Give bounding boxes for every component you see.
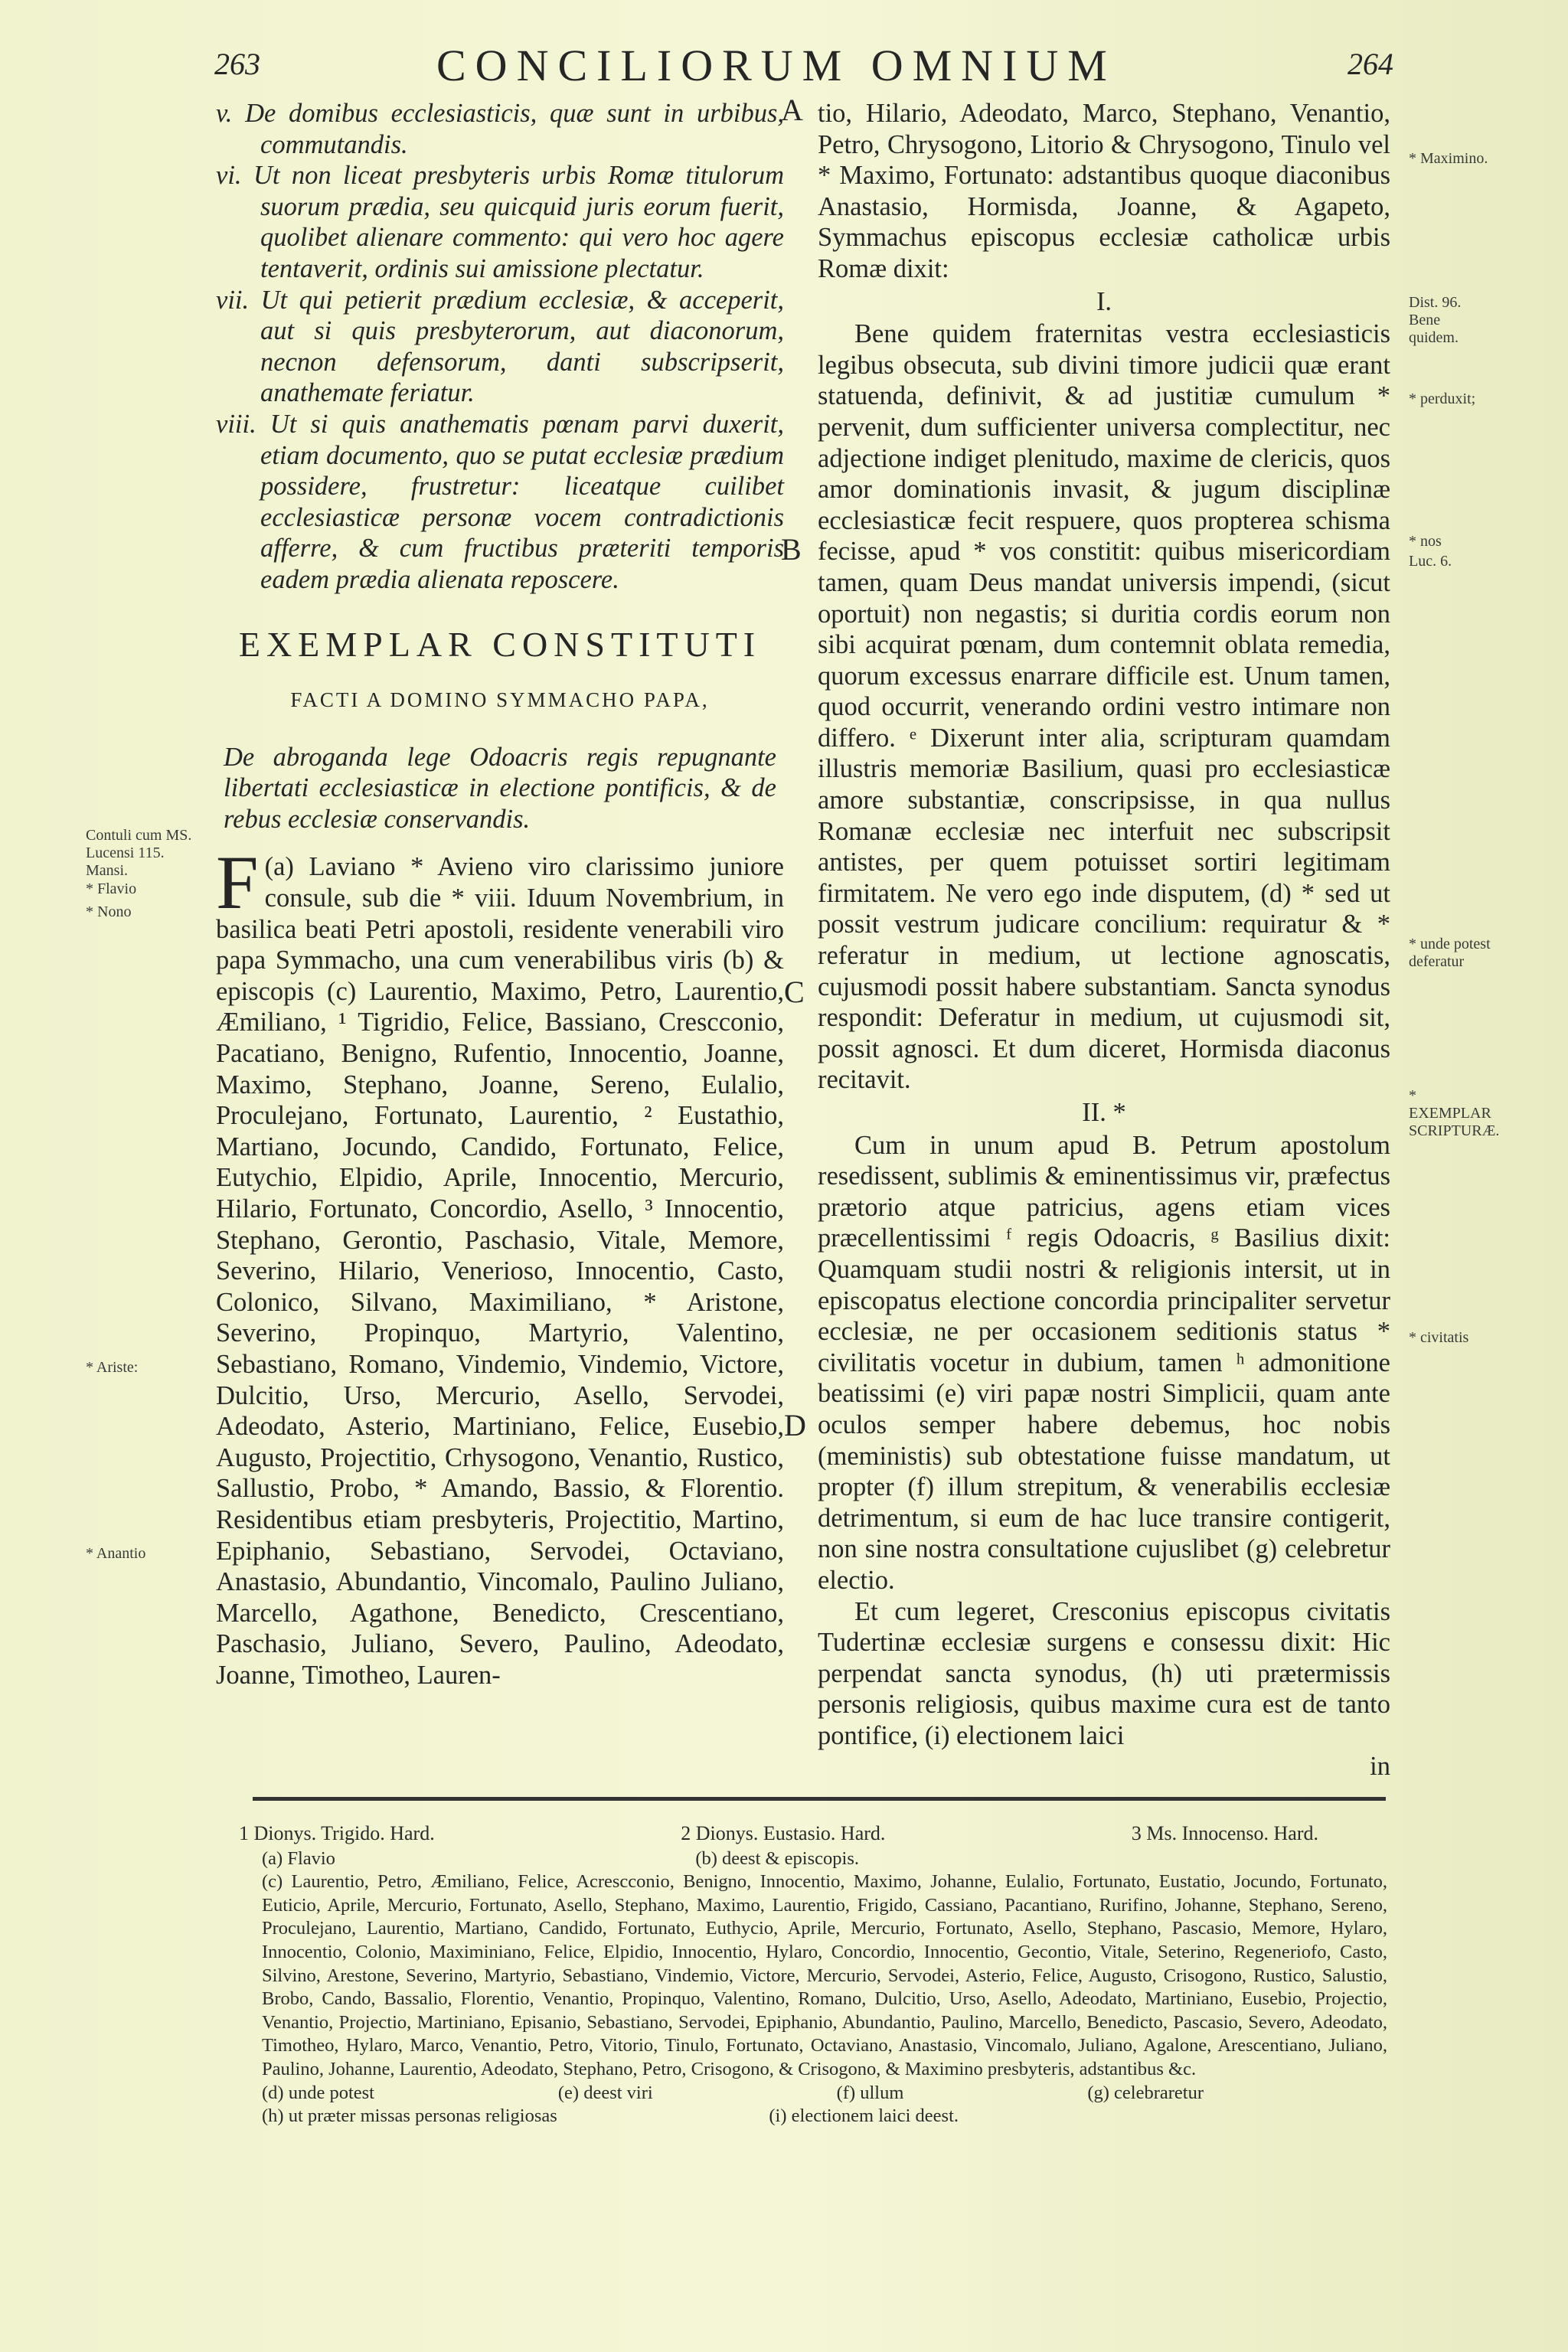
margin-note-flavio: * Flavio (86, 880, 137, 897)
margin-note-unde-potest: * unde potest deferatur (1409, 936, 1491, 970)
page-number-right: 264 (1348, 47, 1393, 81)
right-column (818, 98, 1390, 1782)
page-number-left: 263 (214, 47, 260, 81)
section-title: EXEMPLAR CONSTITUTI (238, 624, 762, 664)
section-subtitle: FACTI A DOMINO SYMMACHO PAPA, (290, 688, 710, 712)
canon-item: viii. Ut si quis anathematis pœnam parvi duxerit, etiam documento, quo se putat ecclesiæ prædium possidere, frustretur: liceatque cuilibet ecclesiasticæ personæ vocem contradictionis afferre, & cum fructibus præteriti temporis eadem prædia alienata reposcere. (216, 409, 784, 594)
footnote-i: (i) electionem laici deest. (769, 2105, 959, 2127)
canon-item: v. De domibus ecclesiasticis, quæ sunt in urbibus, commutandis. (216, 99, 784, 159)
section-3-text: Et cum legeret, Cresconius episcopus civitatis Tudertinæ ecclesiæ surgens e consessu dixit: Hic perpendat sancta synodus, (h) uti prætermissis personis religiosis, quibus maxime cura est de tanto pontifice, (i) electionem laici (818, 1596, 1390, 1750)
footnote-3: 3 Ms. Innocenso. Hard. (1131, 1822, 1318, 1844)
column-letter-a: A (781, 93, 803, 127)
footnote-b: (b) deest & episcopis. (695, 1847, 859, 1869)
canon-item: vii. Ut qui petierit prædium ecclesiæ, & acceperit, aut si quis presbyterorum, aut diaconorum, necnon defensorum, danti subscripserit, anathemate feriatur. (216, 285, 784, 408)
column-letter-c: C (784, 975, 805, 1009)
section-1-text: Bene quidem fraternitas vestra ecclesiasticis legibus obsecuta, sub divini timore judicii quæ erant statuenda, definivit, & ad justitiæ cumulum * pervenit, dum sufficienter universa complectitur, nec adjectione indiget plenitudo, maxime de clericis, quos amor dominationis invasit, & jugum disciplinæ ecclesiasticæ fecit respuere, quos propterea schisma fecisse, apud * vos constitit: quibus misericordiam tamen, quam Deus mandat universis impendi, (sicut oportuit) non negastis; si duritia cordis eorum non sibi acquirat pœnam, dum contemnit oblata remedia, quorum excessus enarrare difficile est. Unum tamen, quod occurrit, venerando ordini vestro intimare non differo. ᵉ Dixerunt inter alia, scripturam quamdam illustris memoriæ Basilium, quasi pro ecclesiasticæ amore substantiæ, conscripsisse, in qua nullus Romanæ ecclesiæ nec interfuit nec subscripsit antistes, per quem potuisset sortiri legitimam firmitatem. Ne vero ego inde disputem, (d) * sed ut possit vestrum judicare concilium: requiratur & * referatur in medium, ut lectione agnoscatis, cujusmodi possit habere substantiam. Sancta synodus respondit: Deferatur in medium, ut cujusmodi sit, possit agnosci. Et dum diceret, Hormisda diaconus recitavit. (818, 319, 1390, 1095)
footnote-h: (h) ut præter missas personas religiosas (262, 2105, 557, 2127)
main-text: (a) Laviano * Avieno viro clarissimo juniore consule, sub die * viii. Iduum Novembrium, in basilica beati Petri apostoli, residente venerabili viro papa Symmacho, una cum venerabilibus viris (b) & episcopis (c) Laurentio, Maximo, Petro, Laurentio, Æmiliano, ¹ Tigridio, Felice, Bassiano, Crescconio, Pacatiano, Benigno, Rufentio, Innocentio, Joanne, Maximo, Stephano, Joanne, Sereno, Eulalio, Proculejano, Fortunato, Laurentio, ² Eustathio, Martiano, Jocundo, Candido, Fortunato, Felice, Eutychio, Elpidio, Aprile, Innocentio, Mercurio, Hilario, Fortunato, Concordio, Asello, ³ Innocentio, Stephano, Gerontio, Paschasio, Vitale, Memore, Severino, Hilario, Venerioso, Innocentio, Casto, Colonico, Silvano, Maximiliano, * Aristone, Severino, Propinquo, Martyrio, Valentino, Sebastiano, Romano, Vindemio, Vindemio, Victore, Dulcitio, Urso, Mercurio, Asello, Servodei, Adeodato, Asterio, Martiniano, Felice, Eusebio, Augusto, Projectitio, Crhysogono, Venantio, Rustico, Sallustio, Probo, * Amando, Bassio, & Florentio. Residentibus etiam presbyteris, Projectitio, Martino, Epiphanio, Sebastiano, Servodei, Octaviano, Anastasio, Abundantio, Vincomalo, Paulino Juliano, Marcello, Agathone, Benedicto, Crescentiano, Paschasio, Juliano, Severo, Paulino, Adeodato, Joanne, Timotheo, Lauren- (216, 852, 784, 1690)
canon-item: vi. Ut non liceat presbyteris urbis Romæ titulorum suorum prædia, seu quicquid juris eorum fuerit, quolibet alienare commento: qui vero hoc agere tentaverit, ordinis sui amissione plectatur. (216, 161, 784, 283)
margin-note-collation: Contuli cum MS. Lucensi 115. Mansi. (86, 827, 192, 879)
footnote-e: (e) deest viri (557, 2082, 653, 2103)
drop-cap: F (216, 840, 259, 926)
running-title: CONCILIORUM OMNIUM (436, 41, 1116, 90)
catchword: in (1370, 1752, 1390, 1782)
margin-note-exemplar: * EXEMPLAR SCRIPTURÆ. (1409, 1087, 1500, 1139)
column-letter-d: D (784, 1408, 806, 1442)
opening-paragraph: tio, Hilario, Adeodato, Marco, Stephano, Venantio, Petro, Chrysogono, Litorio & Chrysogono, Tinulo vel * Maximo, Fortunato: adstantibus quoque diaconibus Anastasio, Hormisda, Joanne, & Agapeto, Symmachus episcopus ecclesiæ catholicæ urbis Romæ dixit: (818, 99, 1390, 283)
column-letter-b: B (781, 532, 802, 567)
footnote-a: (a) Flavio (262, 1847, 335, 1869)
section-numeral-2: II. * (1082, 1098, 1126, 1127)
section-summary: De abroganda lege Odoacris regis repugnante libertati ecclesiasticæ in electione pontificis, & de rebus ecclesiæ conservandis. (224, 742, 776, 834)
margin-note-maximino: * Maximino. (1409, 150, 1488, 167)
footnote-g: (g) celebraretur (1087, 2082, 1204, 2103)
footnote-1: 1 Dionys. Trigido. Hard. (239, 1822, 435, 1844)
section-2-text: Cum in unum apud B. Petrum apostolum resedissent, sublimis & eminentissimus vir, præfectus prætorio atque patricius, agens etiam vices præcellentissimi ᶠ regis Odoacris, ᵍ Basilius dixit: Quamquam studii nostri & religionis intersit, ut in episcopatus electione concordia principaliter servetur ecclesiæ, ne per occasionem seditionis status * civilitatis vocetur in dubium, tamen ʰ admonitione beatissimi (e) viri papæ nostri Simplicii, quam ante oculos semper habere debemus, hoc nobis (meministis) sub obtestatione fuisse mandatum, ut propter (f) illum strepitum, & venerabilis ecclesiæ detrimentum, si eum de hac luce transire contigerit, non sine nostra consultatione cujuslibet (g) celebretur electio. (818, 1130, 1390, 1595)
footnote-d: (d) unde potest (262, 2082, 374, 2103)
section-numeral-1: I. (1096, 286, 1112, 316)
footnote-rule (253, 1797, 1386, 1801)
footnote-f: (f) ullum (836, 2082, 904, 2103)
footnote-c: (c) Laurentio, Petro, Æmiliano, Felice, Acrescconio, Benigno, Innocentio, Maximo, Johanne, Eulalio, Fortunato, Eustatio, Jocundo, Fortunato, Euticio, Aprile, Mercurio, Fortunato, Asello, Stephano, Maximo, Laurentio, Frigido, Cassiano, Pacantiano, Rurifino, Johanne, Stephano, Sereno, Proculejano, Laurentio, Martiano, Candido, Fortunato, Euthycio, Aprile, Mercurio, Fortunato, Asello, Stephano, Pascasio, Memore, Hylaro, Innocentio, Colonio, Maximiniano, Felice, Elpidio, Innocentio, Hylaro, Concordio, Innocentio, Gecontio, Vitale, Seterino, Regeneriofo, Casto, Silvino, Arestone, Severino, Martyrio, Sebastiano, Vindemio, Victore, Mercurio, Servodei, Asterio, Felice, Augusto, Crisogono, Rustico, Salustio, Brobo, Cando, Bassalio, Florentio, Venantio, Propinquo, Valentino, Romano, Dulcitio, Urso, Asello, Adeodato, Martiniano, Eusebio, Projectio, Venantio, Projectio, Martiniano, Episanio, Sebastiano, Servodei, Epiphanio, Abundantio, Paulino, Marcello, Benedicto, Pascasio, Severo, Adeodato, Timotheo, Hylaro, Marco, Venantio, Petro, Vitorio, Tinulo, Fortunato, Octaviano, Anastasio, Vincomalo, Juliano, Agalone, Arescentiano, Juliano, Paulino, Johanne, Laurentio, Adeodato, Stephano, Petro, Crisogono, & Crisogono, & Maximino presbyteris, adstantibus &c. (262, 1871, 1387, 2079)
margin-note-civitatis: * civitatis (1409, 1329, 1469, 1346)
running-header (207, 40, 1401, 101)
footnote-2: 2 Dionys. Eustasio. Hard. (681, 1822, 886, 1844)
footnotes (239, 1822, 1387, 2128)
left-column (216, 98, 784, 1691)
main-paragraph (216, 840, 784, 1690)
margin-note-nono: * Nono (86, 903, 132, 920)
margin-note-anantio: * Anantio (86, 1545, 146, 1562)
margin-note-perduxit: * perduxit; (1409, 390, 1476, 407)
margin-note-luc: Luc. 6. (1409, 553, 1452, 570)
margin-note-distinctio: Dist. 96. Bene quidem. (1409, 294, 1462, 346)
margin-note-nos: * nos (1409, 533, 1442, 550)
margin-note-ariste: * Ariste: (86, 1359, 139, 1376)
